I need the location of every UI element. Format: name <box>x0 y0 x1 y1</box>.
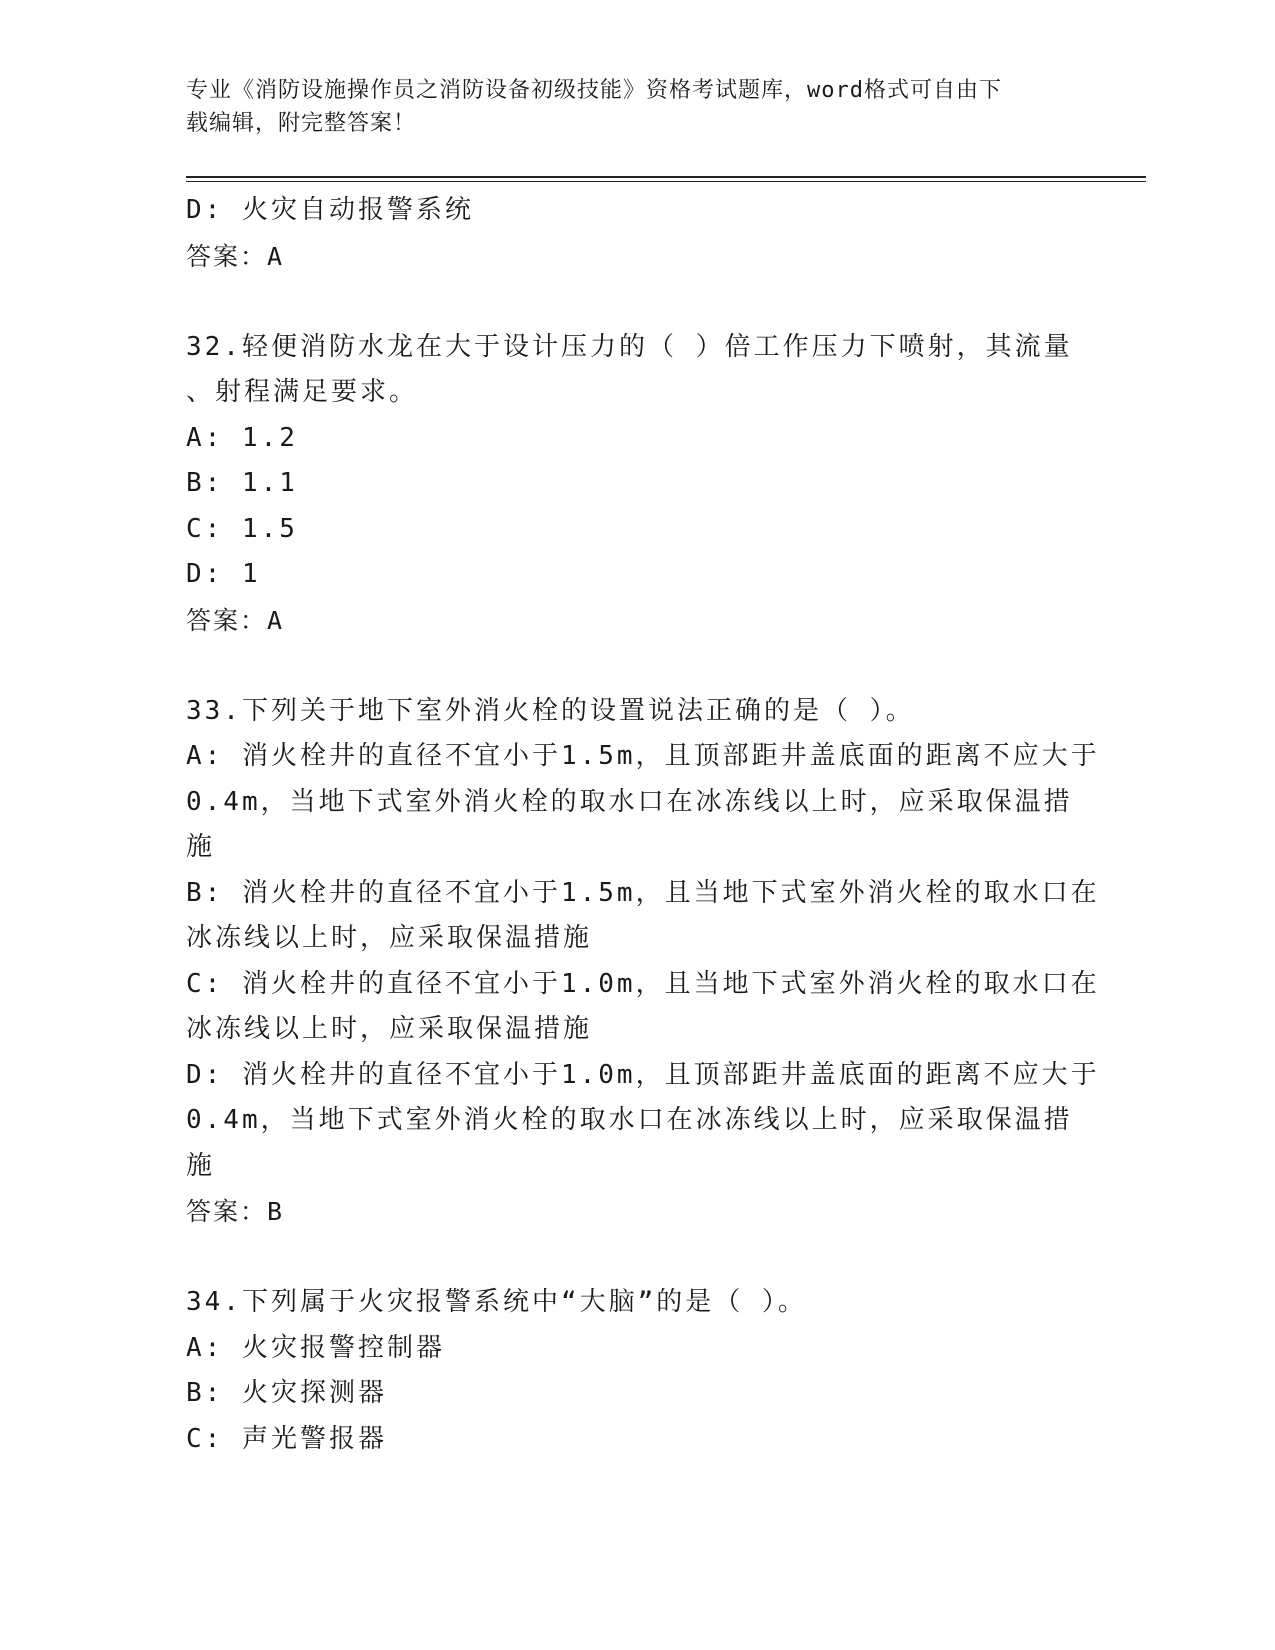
q31-option-d: D: 火灾自动报警系统 <box>186 195 474 225</box>
header-line-2: 载编辑，附完整答案！ <box>186 111 417 136</box>
q32-stem-line-2: 、射程满足要求。 <box>186 377 419 407</box>
q33-option-d-line-3: 施 <box>186 1150 216 1181</box>
spacer <box>186 1235 1086 1281</box>
q34-stem: 34.下列属于火灾报警系统中“大脑”的是（ ）。 <box>186 1287 807 1317</box>
q32-answer: 答案：A <box>186 605 285 635</box>
q33-stem: 33.下列关于地下室外消火栓的设置说法正确的是（ ）。 <box>186 695 915 726</box>
header-line-1: 专业《消防设施操作员之消防设备初级技能》资格考试题库，word格式可自由下 <box>186 78 1002 103</box>
header-rule-thick <box>186 176 1146 178</box>
q33-option-b-line-2: 冰冻线以上时，应采取保温措施 <box>186 923 593 953</box>
q33-option-b-line-1: B: 消火栓井的直径不宜小于1.5m，且当地下式室外消火栓的取水口在 <box>186 877 1100 908</box>
q33-option-a-line-3: 施 <box>186 832 216 862</box>
q32-option-c: C: 1.5 <box>186 513 298 544</box>
q33-option-c-line-1: C: 消火栓井的直径不宜小于1.0m，且当地下式室外消火栓的取水口在 <box>186 968 1100 999</box>
header-rule-thin <box>186 181 1146 182</box>
q34-option-c: C: 声光警报器 <box>186 1423 387 1454</box>
q33-answer: 答案：B <box>186 1197 285 1226</box>
q34-option-a: A: 火灾报警控制器 <box>186 1332 445 1363</box>
q33-option-a-line-1: A: 消火栓井的直径不宜小于1.5m，且顶部距井盖底面的距离不应大于 <box>186 741 1100 771</box>
q34-option-b: B: 火灾探测器 <box>186 1378 387 1408</box>
q33-option-a-line-2: 0.4m，当地下式室外消火栓的取水口在冰冻线以上时，应采取保温措 <box>186 786 1073 817</box>
document-header <box>186 74 1066 140</box>
spacer <box>186 643 1086 689</box>
q33-option-c-line-2: 冰冻线以上时，应采取保温措施 <box>186 1014 593 1044</box>
q33-option-d-line-1: D: 消火栓井的直径不宜小于1.0m，且顶部距井盖底面的距离不应大于 <box>186 1059 1100 1090</box>
spacer <box>186 279 1086 325</box>
q31-answer: 答案：A <box>186 241 285 271</box>
q32-option-b: B: 1.1 <box>186 468 298 498</box>
q32-option-a: A: 1.2 <box>186 422 298 453</box>
q32-option-d: D: 1 <box>186 559 261 589</box>
q33-option-d-line-2: 0.4m，当地下式室外消火栓的取水口在冰冻线以上时，应采取保温措 <box>186 1105 1073 1135</box>
q32-stem-line-1: 32.轻便消防水龙在大于设计压力的（ ）倍工作压力下喷射，其流量 <box>186 331 1073 362</box>
question-content <box>186 188 1100 1462</box>
